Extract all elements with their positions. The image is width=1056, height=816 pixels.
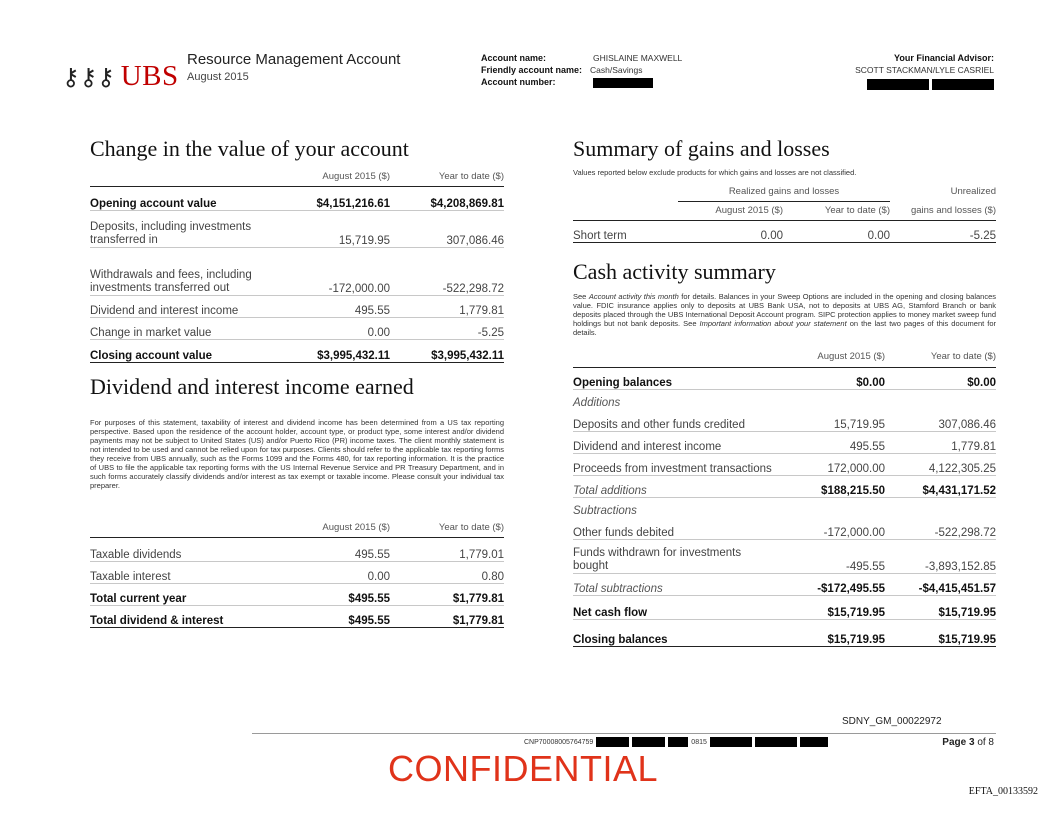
row-label: Deposits, including investments transferred in [90, 210, 284, 247]
bates-number: SDNY_GM_00022972 [842, 716, 942, 727]
subtractions-label: Subtractions [573, 505, 637, 517]
account-name-label: Account name: [481, 53, 547, 63]
table-row [90, 339, 504, 362]
col-header: gains and losses ($) [910, 204, 996, 216]
row-value: $15,719.95 [785, 595, 885, 619]
col-header: Year to date ($) [438, 522, 504, 534]
row-value: $4,431,171.52 [885, 475, 996, 497]
table-row [90, 295, 504, 317]
table-row [90, 317, 504, 339]
account-info [481, 52, 682, 88]
table-row [90, 537, 504, 561]
table-row [573, 453, 996, 475]
logo-text: UBS [120, 60, 179, 92]
advisor-name: SCOTT STACKMAN/LYLE CASRIEL [855, 65, 994, 75]
additions-label: Additions [573, 397, 621, 409]
table-row [573, 619, 996, 646]
row-value: $495.55 [284, 605, 390, 627]
table-header [573, 182, 996, 201]
gains-note: Values reported below exclude products for which gains and losses are not classified. [573, 168, 857, 177]
dividend-table [90, 519, 504, 628]
friendly-name: Cash/Savings [590, 65, 643, 75]
code-redaction [596, 737, 629, 747]
row-value: -5.25 [390, 317, 504, 339]
row-value: $4,151,216.61 [284, 186, 390, 210]
row-label: Total dividend & interest [90, 605, 284, 627]
advisor-redaction [867, 79, 929, 90]
group-header: Realized gains and losses [678, 182, 890, 201]
row-value: -172,000.00 [785, 517, 885, 539]
statement-title: Resource Management Account [187, 51, 401, 68]
row-label: Opening account value [90, 186, 284, 210]
row-value: 495.55 [284, 537, 390, 561]
row-value: 307,086.46 [390, 210, 504, 247]
row-label: Short term [573, 220, 678, 242]
row-label: Net cash flow [573, 595, 785, 619]
cash-title: Cash activity summary [573, 259, 776, 284]
change-value-table [90, 168, 504, 363]
advisor-label: Your Financial Advisor: [893, 53, 994, 63]
page-number [942, 737, 994, 748]
table-row [573, 367, 996, 389]
row-value: 495.55 [284, 295, 390, 317]
statement-month: August 2015 [187, 71, 249, 83]
row-label: Other funds debited [573, 517, 785, 539]
page-current: 3 [968, 737, 975, 748]
row-value: 0.00 [783, 220, 890, 242]
change-value-title: Change in the value of your account [90, 136, 409, 161]
row-value: $0.00 [885, 367, 996, 389]
row-value: 0.80 [390, 561, 504, 583]
row-value: $15,719.95 [885, 595, 996, 619]
table-row [90, 186, 504, 210]
advisor-info [855, 52, 994, 93]
note-text: on the last two pages of this document for details. [573, 319, 997, 337]
code-redaction [755, 737, 797, 747]
row-label: Funds withdrawn for investments bought [573, 539, 785, 573]
row-label: Deposits and other funds credited [573, 409, 785, 431]
page-total: of 8 [977, 737, 994, 748]
cash-table [573, 347, 996, 647]
row-label: Dividend and interest income [90, 295, 284, 317]
efta-number: EFTA_00133592 [968, 786, 1038, 797]
table-row [573, 409, 996, 431]
col-header: Year to date ($) [824, 205, 890, 216]
col-header: August 2015 ($) [322, 171, 390, 183]
row-label: Proceeds from investment transactions [573, 453, 785, 475]
row-label: Closing balances [573, 619, 785, 646]
note-text-italic: Account activity this month [588, 292, 679, 301]
account-number-label: Account number: [481, 77, 556, 87]
row-label: Closing account value [90, 339, 284, 362]
row-label: Total current year [90, 583, 284, 605]
table-row [90, 605, 504, 627]
table-row [573, 475, 996, 497]
section-label [573, 389, 996, 409]
row-label: Opening balances [573, 367, 785, 389]
table-row [573, 517, 996, 539]
confidential-stamp: CONFIDENTIAL [388, 748, 659, 789]
row-value: 1,779.81 [390, 295, 504, 317]
code-redaction [668, 737, 688, 747]
code-redaction [800, 737, 828, 747]
row-label: Total additions [573, 475, 785, 497]
ubs-keys-icon: ⚷⚷⚷ [62, 62, 115, 91]
table-header [90, 168, 504, 186]
col-header: Year to date ($) [438, 171, 504, 183]
row-value: -522,298.72 [885, 517, 996, 539]
table-row [90, 210, 504, 247]
code-redaction [632, 737, 665, 747]
row-value: -495.55 [785, 539, 885, 573]
table-row [90, 247, 504, 295]
row-label: Change in market value [90, 317, 284, 339]
row-value: $495.55 [284, 583, 390, 605]
col-header: Unrealized [950, 186, 996, 197]
section-label [573, 497, 996, 517]
row-value: $1,779.81 [390, 605, 504, 627]
note-text: for details. Balances in your Sweep Options are included in the opening and closing balances value. FDIC insurance applies only to deposits at UBS Bank USA, not to deposits at UBS AG, Stamford Branch or bank deposits placed through the UBS International Deposit Account program. SIPC protection applies to money market sweep fund holdings but not bank deposits. See [573, 292, 997, 328]
row-value: $188,215.50 [785, 475, 885, 497]
col-header: August 2015 ($) [817, 351, 885, 363]
row-value: $15,719.95 [885, 619, 996, 646]
ubs-logo [62, 62, 179, 91]
table-header [573, 347, 996, 367]
row-value: -172,000.00 [284, 247, 390, 295]
col-header: August 2015 ($) [322, 522, 390, 534]
row-value: 1,779.81 [885, 431, 996, 453]
table-row [573, 573, 996, 595]
table-row [90, 561, 504, 583]
row-value: $15,719.95 [785, 619, 885, 646]
row-value: 15,719.95 [785, 409, 885, 431]
dividend-note: For purposes of this statement, taxability of interest and dividend income has been determined from a US tax reporting perspective. Based upon the residence of the account holder, account type, or product type, some interest and/or dividend payments may not be subject to United States (US) and/or Puerto Rico (PR) income taxes. The client monthly statement is not intended to be used and cannot be relied upon for tax purposes. Clients should refer to the applicable tax reporting forms they receive from UBS annually, such as the Forms 1099 and the Forms 480, for tax reporting information. It is the practice of UBS to file the applicable tax reporting forms with the US Internal Revenue Service and PR Treasury Department, and in such forms accurately classify dividends and/or interest as tax exempt or taxable income. Please consult your individual tax preparer. [90, 418, 504, 490]
row-value: 307,086.46 [885, 409, 996, 431]
row-value: $4,208,869.81 [390, 186, 504, 210]
row-value: 0.00 [678, 220, 783, 242]
account-name: GHISLAINE MAXWELL [593, 53, 683, 63]
page-word: Page [942, 737, 967, 748]
row-value: -522,298.72 [390, 247, 504, 295]
table-row [573, 220, 996, 242]
account-number-redaction [593, 78, 653, 88]
dividend-title: Dividend and interest income earned [90, 374, 414, 399]
col-header: Year to date ($) [930, 351, 996, 363]
row-value: 1,779.01 [390, 537, 504, 561]
row-label: Dividend and interest income [573, 431, 785, 453]
cash-note [573, 292, 996, 337]
col-header: August 2015 ($) [715, 205, 783, 216]
note-text: See [573, 292, 589, 301]
row-value: -$4,415,451.57 [885, 573, 996, 595]
row-value: 172,000.00 [785, 453, 885, 475]
table-header [573, 201, 996, 220]
row-value: $3,995,432.11 [390, 339, 504, 362]
table-row [573, 539, 996, 573]
row-value: $1,779.81 [390, 583, 504, 605]
row-label: Taxable dividends [90, 537, 284, 561]
cnp-code: CNP70008005764759 [524, 738, 594, 746]
document-code [524, 737, 828, 747]
footer-divider [252, 733, 996, 734]
advisor-redaction [932, 79, 994, 90]
friendly-name-label: Friendly account name: [481, 65, 583, 75]
gains-title: Summary of gains and losses [573, 136, 830, 161]
note-text-italic: Important information about your statement [699, 319, 847, 328]
table-header [90, 519, 504, 537]
row-value: 495.55 [785, 431, 885, 453]
row-value: -3,893,152.85 [885, 539, 996, 573]
row-label: Total subtractions [573, 573, 785, 595]
table-row [573, 431, 996, 453]
table-row [573, 595, 996, 619]
row-value: 15,719.95 [284, 210, 390, 247]
row-value: 4,122,305.25 [885, 453, 996, 475]
row-value: -5.25 [890, 220, 996, 242]
row-label: Taxable interest [90, 561, 284, 583]
code-redaction [710, 737, 752, 747]
row-value: -$172,495.55 [785, 573, 885, 595]
row-value: 0.00 [284, 317, 390, 339]
code-number: 0815 [691, 738, 707, 746]
table-row [90, 583, 504, 605]
gains-table [573, 182, 996, 243]
row-value: 0.00 [284, 561, 390, 583]
row-value: $0.00 [785, 367, 885, 389]
row-label: Withdrawals and fees, including investments transferred out [90, 247, 284, 295]
row-value: $3,995,432.11 [284, 339, 390, 362]
